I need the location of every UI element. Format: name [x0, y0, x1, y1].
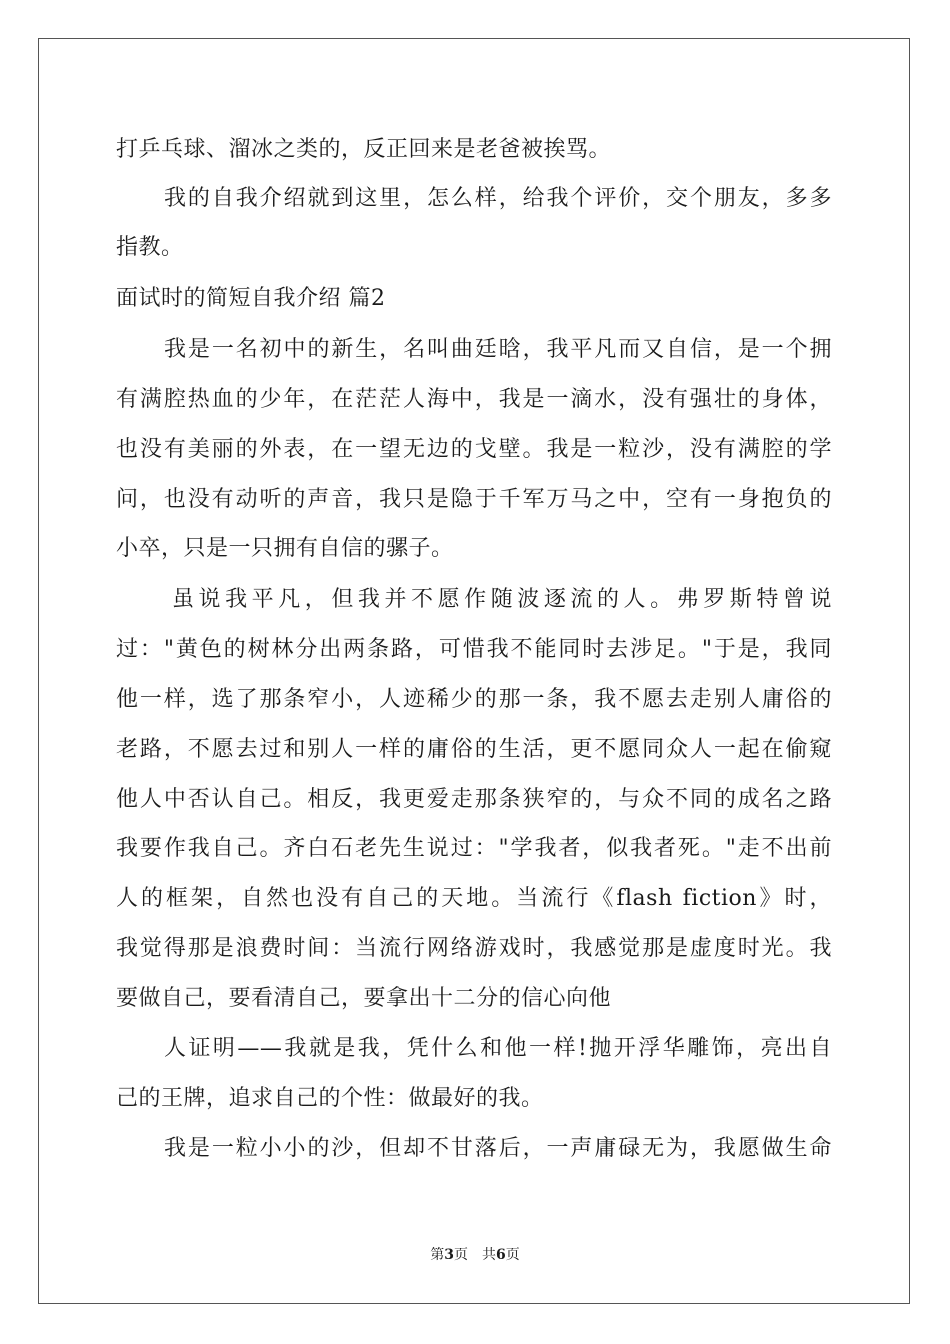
- text-line: 小卒，只是一只拥有自信的骡子。: [116, 536, 454, 561]
- text-line: 有满腔热血的少年，在茫茫人海中，我是一滴水，没有强壮的身体，: [116, 387, 832, 412]
- footer-prefix: 第: [430, 1247, 445, 1263]
- footer-suffix: 页: [505, 1247, 520, 1263]
- text-line: 人证明——我就是我，凭什么和他一样!抛开浮华雕饰，亮出自: [164, 1036, 832, 1061]
- text-line: 人的框架，自然也没有自己的天地。当流行《flash fiction》时，: [116, 886, 832, 911]
- text-line: 打乒乓球、溜冰之类的，反正回来是老爸被挨骂。: [116, 137, 612, 162]
- footer-mid: 页 共: [454, 1247, 496, 1263]
- text-line: 我觉得那是浪费时间：当流行网络游戏时，我感觉那是虚度时光。我: [116, 936, 832, 961]
- text-line: 虽说我平凡，但我并不愿作随波逐流的人。弗罗斯特曾说: [172, 587, 832, 612]
- text-line: 我是一名初中的新生，名叫曲廷晗，我平凡而又自信，是一个拥: [164, 337, 832, 362]
- footer-page-number: 3: [444, 1247, 454, 1263]
- text-line: 我是一粒小小的沙，但却不甘落后，一声庸碌无为，我愿做生命: [164, 1136, 832, 1161]
- text-line: 也没有美丽的外表，在一望无边的戈壁。我是一粒沙，没有满腔的学: [116, 437, 832, 462]
- text-line: 指教。: [116, 235, 184, 260]
- text-line: 我要作我自己。齐白石老先生说过："学我者，似我者死。"走不出前: [116, 836, 832, 861]
- text-line: 我的自我介绍就到这里，怎么样，给我个评价，交个朋友，多多: [164, 186, 832, 211]
- text-line: 过："黄色的树林分出两条路，可惜我不能同时去涉足。"于是，我同: [116, 637, 832, 662]
- text-line: 他一样，选了那条窄小，人迹稀少的那一条，我不愿去走别人庸俗的: [116, 687, 832, 712]
- text-line: 要做自己，要看清自己，要拿出十二分的信心向他: [116, 986, 612, 1011]
- page-border: [38, 38, 910, 1304]
- footer-total-pages: 6: [496, 1247, 506, 1263]
- page-footer: [0, 1246, 950, 1264]
- text-line: 老路，不愿去过和别人一样的庸俗的生活，更不愿同众人一起在偷窥: [116, 737, 832, 762]
- section-heading: 面试时的简短自我介绍 篇2: [116, 286, 386, 311]
- text-line: 他人中否认自己。相反，我更爱走那条狭窄的，与众不同的成名之路: [116, 787, 832, 812]
- text-line: 问，也没有动听的声音，我只是隐于千军万马之中，空有一身抱负的: [116, 487, 832, 512]
- text-line: 己的王牌，追求自己的个性：做最好的我。: [116, 1086, 544, 1111]
